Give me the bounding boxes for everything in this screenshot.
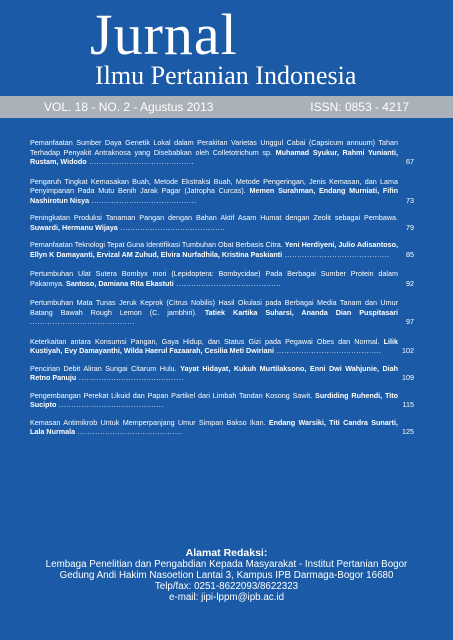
leader-dots: ..........................................: [89, 195, 197, 205]
journal-subtitle: Ilmu Pertanian Indonesia: [95, 61, 357, 90]
toc-entry: [30, 364, 414, 383]
address-heading: Alamat Redaksi:: [185, 547, 268, 559]
article-authors: Endang Warsiki, Titi Candra Sunarti, Lala Nurmala: [30, 417, 398, 436]
table-of-contents: [30, 138, 414, 437]
leader-dots: ..........................................: [173, 278, 282, 288]
toc-entry: [30, 213, 414, 232]
toc-entry: [30, 240, 414, 259]
article-title: Pemanfaatan Sumber Daya Genetik Lokal dalam Perakitan Varietas Unggul Cabai (Capsicum annuum) Tahan Terhadap Penyakit Antraknosa yang Disebabkan oleh Colletotrichum sp.: [30, 138, 398, 157]
page-number: 67: [406, 157, 414, 166]
leader-dots: ..........................................: [56, 400, 164, 409]
page-number: 92: [406, 278, 414, 288]
toc-entry: [30, 418, 414, 437]
journal-title: Jurnal: [90, 2, 238, 67]
article-authors: Surdiding Ruhendi, Tito Sucipto: [30, 390, 398, 409]
article-authors: Lilik Kustiyah, Evy Damayanthi, Wilda Haerul Fazaarah, Cesilia Meti Dwiriani: [30, 336, 398, 355]
page-number: 79: [406, 222, 414, 232]
article-authors: Suwardi, Hermanu Wijaya: [30, 222, 118, 232]
leader-dots: ..........................................: [282, 249, 390, 259]
article-title: Pencirian Debit Aliran Sungai Citarum Hulu.: [30, 363, 177, 373]
toc-entry-text: [30, 177, 398, 206]
article-title: Pertumbuhan Mata Tunas Jeruk Keprok (Citrus Nobilis) Hasil Okulasi pada Berbagai Media Tanam dan Umur Batang Bawah Rough Lemon (C. jambhiri).: [30, 298, 398, 317]
toc-entry-text: [30, 269, 398, 288]
page-number: 85: [406, 249, 414, 259]
page-number: 73: [406, 195, 414, 205]
toc-entry: [30, 177, 414, 206]
volume-info: VOL. 18 - NO. 2 - Agustus 2013: [44, 100, 214, 114]
toc-entry: [30, 337, 414, 356]
leader-dots: ..........................................: [30, 317, 135, 326]
article-title: Pertumbuhan Ulat Sutera Bombyx mori (Lepidoptera: Bombycidae) Pada Berbagai Sumber Protein dalam Pakannya.: [30, 269, 398, 288]
address-line-3: Telp/fax: 0251-8622093/8622323: [154, 581, 299, 592]
article-title: Kemasan Antimikrob Untuk Memperpanjang Umur Simpan Bakso Ikan.: [30, 417, 266, 427]
page-number: 102: [402, 346, 414, 355]
toc-entry: [30, 138, 414, 167]
toc-entry-text: [30, 364, 398, 383]
address-line-1: Lembaga Penelitian dan Pengabdian Kepada Masyarakat - Institut Pertanian Bogor: [45, 559, 408, 570]
address-line-4: e-mail: jipi-lppm@ipb.ac.id: [168, 592, 285, 603]
leader-dots: ..........................................: [117, 222, 226, 232]
toc-entry-text: [30, 298, 398, 327]
toc-entry: [30, 298, 414, 327]
toc-entry-text: [30, 213, 398, 232]
leader-dots: ..........................................: [75, 427, 183, 436]
leader-dots: ..........................................: [274, 346, 382, 355]
toc-entry-text: [30, 418, 398, 437]
article-title: Keterkaitan antara Konsumsi Pangan, Gaya Hidup, dan Status Gizi pada Pegawai Obes dan Normal.: [30, 336, 380, 346]
article-authors: Santoso, Damiana Rita Ekastuti: [65, 278, 174, 288]
toc-entry-text: [30, 391, 398, 410]
article-authors: Tatiek Kartika Suharsi, Ananda Dian Puspitasari: [204, 307, 398, 317]
toc-entry-text: [30, 138, 398, 167]
issn: ISSN: 0853 - 4217: [310, 100, 409, 114]
masthead: [0, 0, 453, 96]
toc-entry-text: [30, 337, 398, 356]
issue-band: [0, 96, 453, 118]
article-authors: Memen Surahman, Endang Murniati, Fifin Nashirotun Nisya: [30, 186, 398, 205]
leader-dots: ..........................................: [76, 373, 184, 382]
article-title: Pengembangan Perekat Likuid dan Papan Partikel dari Limbah Tandan Kosong Sawit.: [30, 390, 313, 400]
article-authors: Yayat Hidayat, Kukuh Murtilaksono, Enni Dwi Wahjunie, Diah Retno Panuju: [30, 363, 399, 382]
page-number: 125: [402, 427, 414, 436]
editorial-address: [0, 548, 453, 603]
article-title: Pengaruh Tingkat Kemasakan Buah, Metode Ekstraksi Buah, Metode Pengeringan, Jenis Kemasan, dan Lama Penyimpanan Pada Mutu Benih Jarak Pagar (Jatropha Curcas).: [30, 176, 398, 195]
page-number: 115: [402, 400, 414, 409]
leader-dots: ..........................................: [86, 157, 195, 166]
address-line-2: Gedung Andi Hakim Nasoetion Lantai 3, Kampus IPB Darmaga-Bogor 16680: [59, 570, 394, 581]
page-number: 97: [406, 317, 414, 326]
article-title: Pemanfaatan Teknologi Tepat Guna Identifikasi Tumbuhan Obat Berbasis Citra.: [30, 240, 283, 249]
page-number: 109: [402, 373, 414, 382]
toc-entry: [30, 391, 414, 410]
article-authors: Yeni Herdiyeni, Julio Adisantoso, Ellyn K Damayanti, Ervizal AM Zuhud, Elvira Nurfadhila, Kristina Paskianti: [30, 240, 398, 259]
toc-entry-text: [30, 240, 398, 259]
article-authors: Muhamad Syukur, Rahmi Yunianti, Rustam, Widodo: [30, 147, 398, 166]
article-title: Peningkatan Produksi Tanaman Pangan dengan Bahan Aktif Asam Humat dengan Zeolit sebagai Pembawa.: [30, 213, 398, 222]
toc-entry: [30, 269, 414, 288]
